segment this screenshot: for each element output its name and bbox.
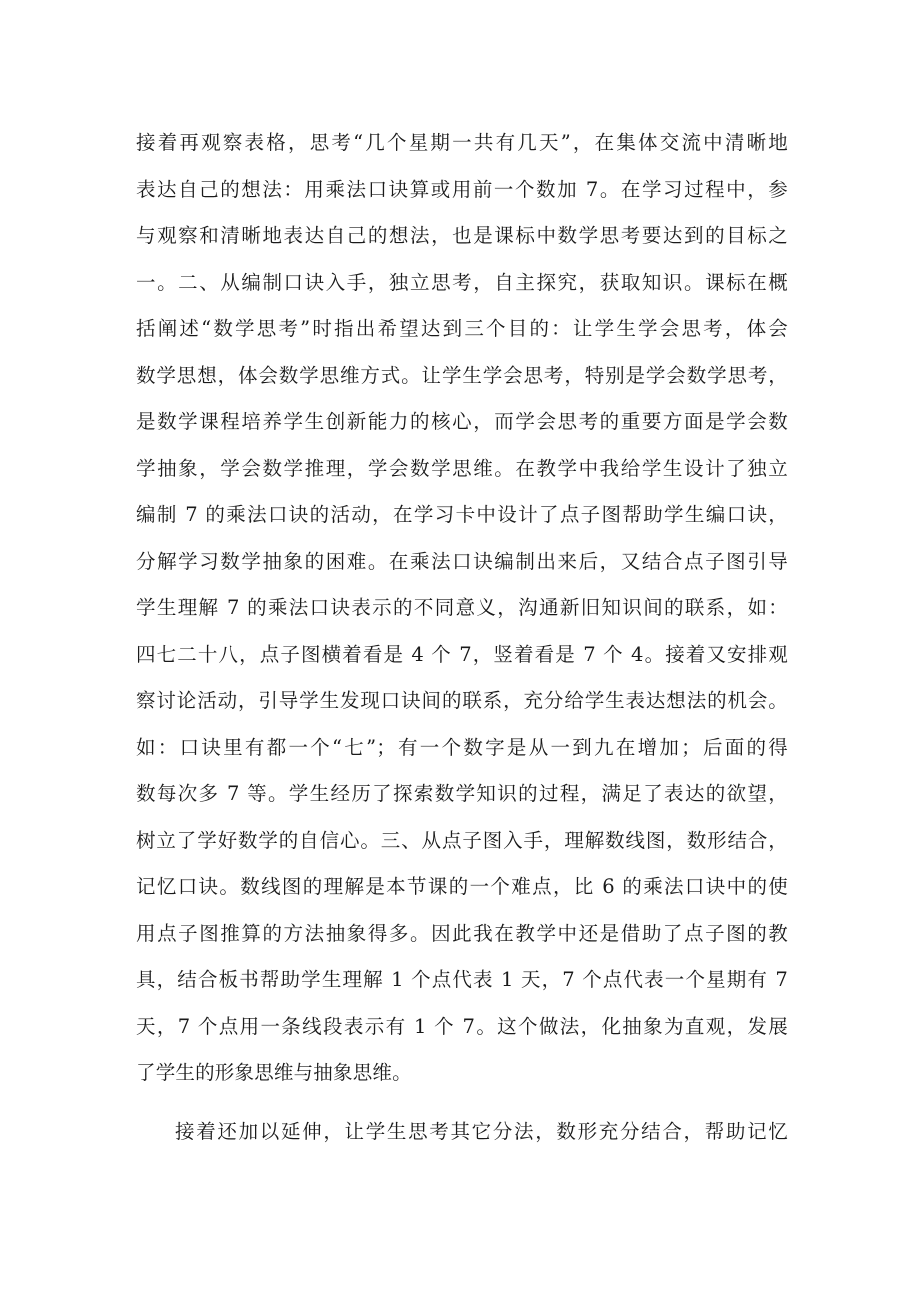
text-line: 天，7 个点用一条线段表示有 1 个 7。这个做法，化抽象为直观，发展	[136, 1014, 788, 1038]
paragraph-1	[136, 120, 788, 1097]
body-text	[136, 120, 788, 1155]
text-line: 接着再观察表格，思考“几个星期一共有几天”，在集体交流中清晰地	[136, 131, 788, 154]
text-line: 与观察和清晰地表达自己的想法，也是课标中数学思考要达到的目标之	[136, 224, 788, 247]
text-line: 了学生的形象思维与抽象思维。	[136, 1061, 412, 1084]
text-line: 编制 7 的乘法口诀的活动，在学习卡中设计了点子图帮助学生编口诀，	[136, 503, 788, 526]
text-line: 学生理解 7 的乘法口诀表示的不同意义，沟通新旧知识间的联系，如：	[136, 596, 788, 619]
text-line: 树立了学好数学的自信心。三、从点子图入手，理解数线图，数形结合，	[136, 828, 788, 852]
text-line: 如：口诀里有都一个“七”；有一个数字是从一到九在增加；后面的得	[136, 735, 788, 759]
text-line: 数每次多 7 等。学生经历了探索数学知识的过程，满足了表达的欲望，	[136, 782, 788, 805]
text-line: 学抽象，学会数学推理，学会数学思维。在教学中我给学生设计了独立	[136, 456, 788, 480]
text-line: 分解学习数学抽象的困难。在乘法口诀编制出来后，又结合点子图引导	[136, 549, 788, 573]
text-line: 察讨论活动，引导学生发现口诀间的联系，充分给学生表达想法的机会。	[136, 689, 788, 712]
text-line: 用点子图推算的方法抽象得多。因此我在教学中还是借助了点子图的教	[136, 921, 788, 945]
text-line: 一。二、从编制口诀入手，独立思考，自主探究，获取知识。课标在概	[136, 270, 788, 294]
text-line: 是数学课程培养学生创新能力的核心，而学会思考的重要方面是学会数	[136, 410, 788, 433]
text-line: 四七二十八，点子图横着看是 4 个 7，竖着看是 7 个 4。接着又安排观	[136, 642, 788, 666]
text-line: 括阐述“数学思考”时指出希望达到三个目的：让学生学会思考，体会	[136, 317, 788, 340]
text-line: 具，结合板书帮助学生理解 1 个点代表 1 天，7 个点代表一个星期有 7	[136, 968, 788, 991]
text-line: 记忆口诀。数线图的理解是本节课的一个难点，比 6 的乘法口诀中的使	[136, 875, 788, 898]
text-line: 表达自己的想法：用乘法口诀算或用前一个数加 7。在学习过程中，参	[136, 177, 788, 201]
paragraph-2	[136, 1109, 788, 1156]
text-line: 接着还加以延伸，让学生思考其它分法，数形充分结合，帮助记忆	[175, 1119, 788, 1143]
text-line: 数学思想，体会数学思维方式。让学生学会思考，特别是学会数学思考，	[136, 363, 788, 387]
paragraph-spacer	[136, 1097, 788, 1109]
